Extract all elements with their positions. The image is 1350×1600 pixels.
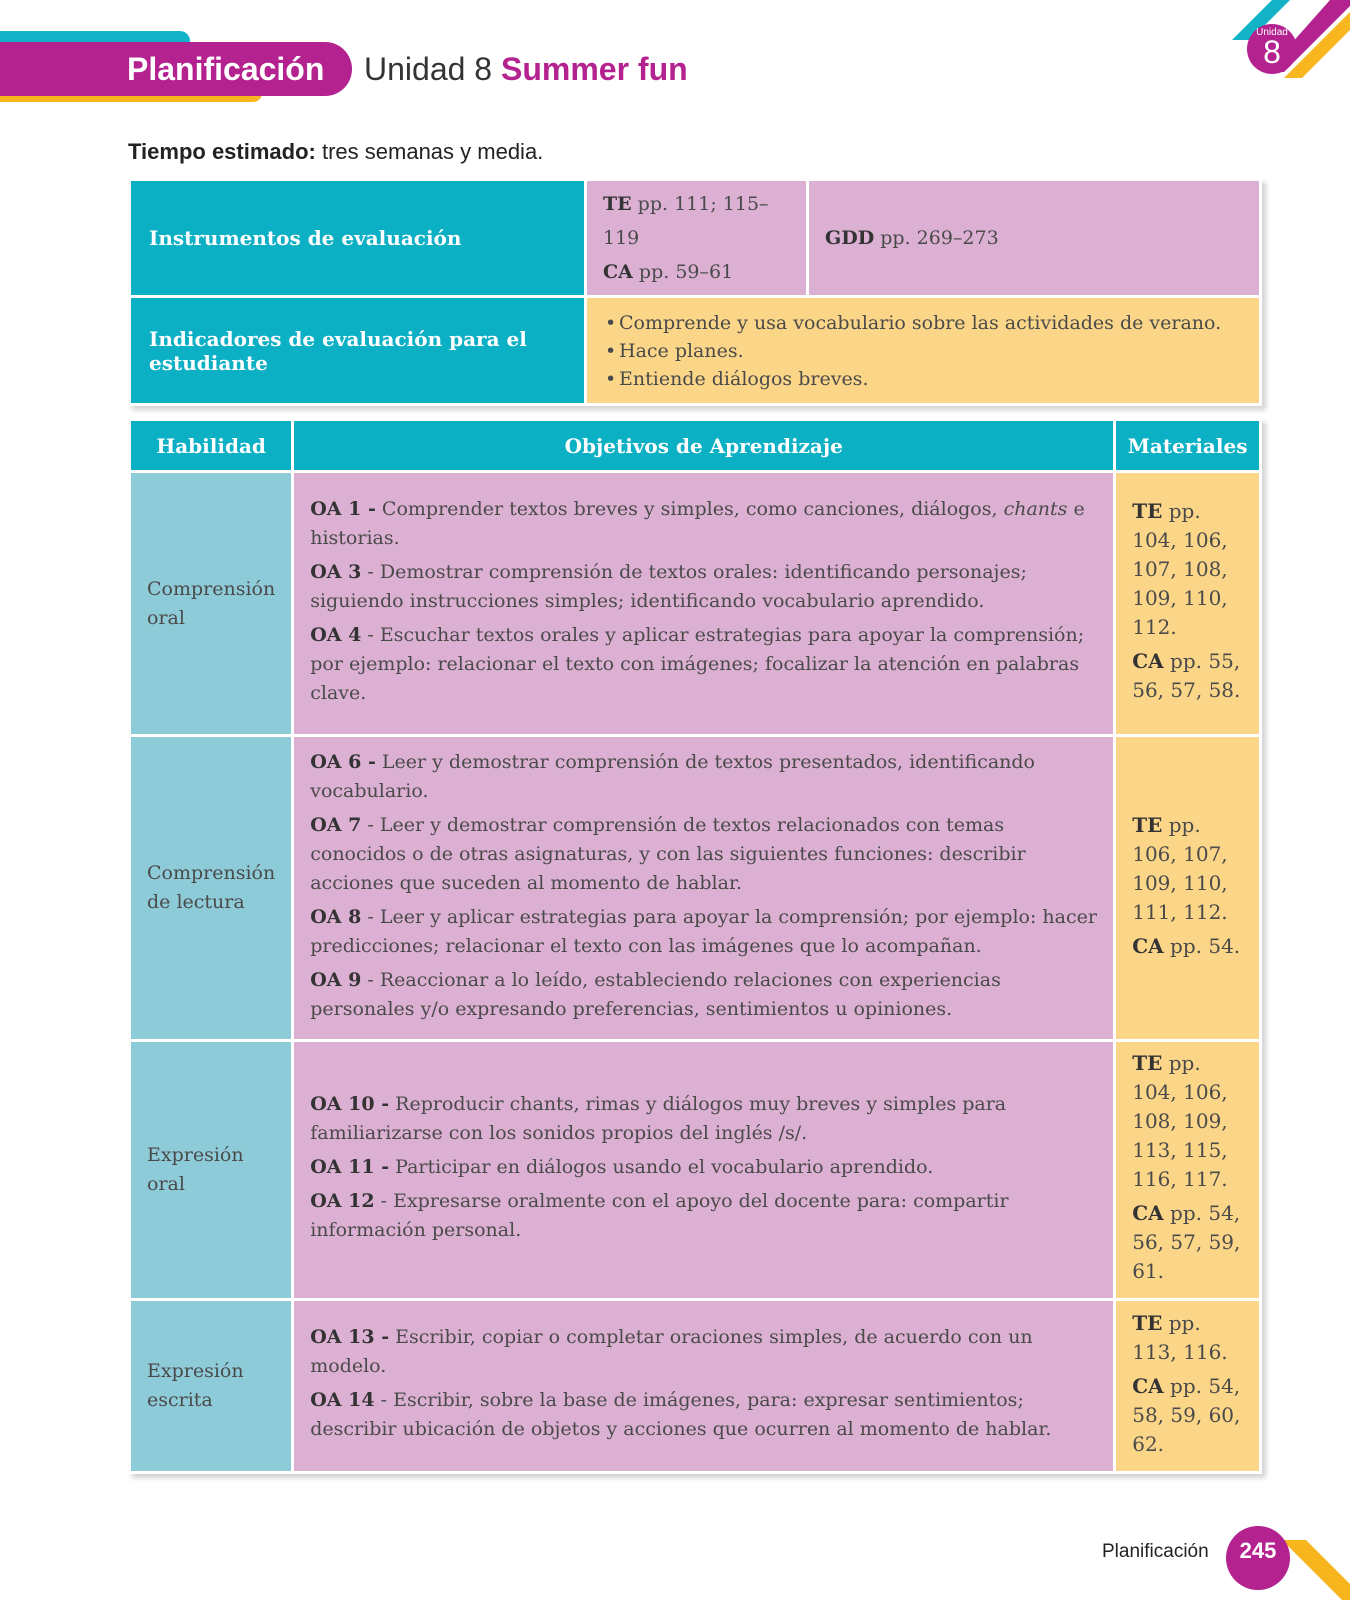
materials-cell — [1115, 1300, 1261, 1473]
objectives-table — [128, 418, 1262, 1474]
objective-text: - Expresarse oralmente con el apoyo del docente para: compartir información personal. — [310, 1190, 1009, 1241]
objective-text: Escribir, copiar o completar oraciones simples, de acuerdo con un modelo. — [310, 1326, 1033, 1377]
objective-text: Reproducir chants, rimas y diálogos muy breves y simples para familiarizarse con los sonidos propios del inglés /s/. — [310, 1093, 1007, 1144]
objective-code: OA 10 - — [310, 1093, 390, 1115]
skill-cell — [130, 472, 293, 736]
materials-cell — [1115, 1041, 1261, 1300]
materials-cell — [1115, 736, 1261, 1041]
objective-text: - Escuchar textos orales y aplicar estrategias para apoyar la comprensión; por ejemplo: relacionar el texto con imágenes; focalizar la atención en palabras clave. — [310, 623, 1085, 704]
objective-item — [310, 1153, 1097, 1182]
material-pages: pp. 106, 107, 109, 110, 111, 112. — [1132, 812, 1228, 924]
material-pages: pp. 54, 56, 57, 59, 61. — [1132, 1201, 1241, 1283]
material-pages: pp. 113, 116. — [1132, 1310, 1228, 1364]
objective-text: Participar en diálogos usando el vocabulario aprendido. — [395, 1156, 934, 1178]
objectives-cell — [293, 1041, 1115, 1300]
header-skill: Habilidad — [130, 420, 293, 472]
table-row — [130, 472, 1261, 736]
material-pages: pp. 54. — [1170, 933, 1241, 958]
objective-item — [310, 966, 1097, 1024]
gdd-code: GDD — [825, 227, 875, 249]
objectives-cell — [293, 1300, 1115, 1473]
objective-italic: chants — [1003, 497, 1068, 520]
objective-code: OA 6 - — [310, 750, 376, 773]
objective-text: e historias. — [310, 497, 1085, 549]
objective-item — [310, 621, 1097, 708]
material-ref — [1132, 497, 1243, 642]
unit-name: Summer fun — [500, 51, 688, 87]
header-materials: Materiales — [1115, 420, 1261, 472]
objective-text: - Leer y aplicar estrategias para apoyar la comprensión; por ejemplo: hacer predicciones; relacionar el texto con las imágenes que lo acompañan. — [310, 905, 1097, 957]
instruments-label: Instrumentos de evaluación — [130, 180, 586, 297]
objective-item — [310, 1090, 1097, 1148]
te-pages: pp. 111; 115–119 — [603, 193, 769, 249]
skill-cell — [130, 1041, 293, 1300]
objective-item — [310, 1386, 1097, 1444]
footer-label: Planificación — [1102, 1541, 1209, 1562]
material-code: TE — [1132, 1310, 1163, 1335]
objective-item — [310, 903, 1097, 961]
skill-cell — [130, 736, 293, 1041]
objective-code: OA 9 — [310, 968, 362, 991]
material-ref — [1132, 1309, 1243, 1367]
table-row — [130, 1041, 1261, 1300]
ca-code: CA — [603, 261, 633, 283]
skill-label: oral — [147, 606, 185, 629]
material-code: TE — [1132, 499, 1163, 523]
objective-item — [310, 748, 1097, 806]
section-label: Planificación — [127, 51, 325, 87]
indicators-list — [603, 309, 1243, 393]
material-pages: pp. 55, 56, 57, 58. — [1132, 649, 1241, 702]
objective-code: OA 12 — [310, 1190, 375, 1212]
page-title — [364, 45, 688, 93]
material-code: CA — [1132, 1201, 1164, 1225]
objectives-cell — [293, 736, 1115, 1041]
objective-text: - Escribir, sobre la base de imágenes, para: expresar sentimientos; describir ubicación de objetos y acciones que ocurren al momento de hablar. — [310, 1389, 1052, 1440]
objective-text: Comprender textos breves y simples, como canciones, diálogos, — [381, 497, 1004, 520]
unit-badge-label: Unidad — [1256, 27, 1288, 38]
material-ref — [1132, 1372, 1243, 1459]
estimated-time-value: tres semanas y media. — [321, 139, 544, 164]
estimated-time-label: Tiempo estimado: — [128, 139, 316, 164]
objective-code: OA 8 — [310, 905, 362, 928]
unit-badge-number: 8 — [1263, 34, 1281, 70]
material-pages: pp. 54, 58, 59, 60, 62. — [1132, 1373, 1241, 1456]
objective-code: OA 4 — [310, 623, 362, 646]
objectives-cell — [293, 472, 1115, 736]
material-pages: pp. 104, 106, 107, 108, 109, 110, 112. — [1132, 499, 1228, 639]
skill-label: escrita — [147, 1389, 213, 1411]
objective-item — [310, 558, 1097, 616]
material-ref — [1132, 647, 1243, 705]
instruments-refs-gdd — [808, 180, 1261, 297]
objective-item — [310, 811, 1097, 898]
unit-prefix: Unidad 8 — [364, 51, 493, 87]
material-code: CA — [1132, 649, 1164, 673]
ca-pages: pp. 59–61 — [638, 261, 734, 283]
te-code: TE — [603, 193, 632, 215]
objective-code: OA 3 — [310, 560, 362, 583]
material-ref — [1132, 1199, 1243, 1286]
material-pages: pp. 104, 106, 108, 109, 113, 115, 116, 117. — [1132, 1051, 1228, 1191]
estimated-time — [128, 139, 543, 165]
material-ref — [1132, 932, 1243, 961]
material-code: CA — [1132, 1373, 1164, 1398]
objective-item — [310, 1187, 1097, 1245]
gdd-pages: pp. 269–273 — [880, 227, 999, 249]
objective-code: OA 13 - — [310, 1326, 390, 1348]
objective-item — [310, 1323, 1097, 1381]
assessment-table — [128, 178, 1262, 406]
objective-code: OA 14 — [310, 1389, 375, 1411]
instruments-refs-te-ca — [586, 180, 808, 297]
objective-item — [310, 495, 1097, 553]
objective-text: - Reaccionar a lo leído, estableciendo relaciones con experiencias personales y/o expresando preferencias, sentimientos u opiniones. — [310, 968, 1001, 1020]
skill-cell — [130, 1300, 293, 1473]
objective-text: - Leer y demostrar comprensión de textos relacionados con temas conocidos o de otras asignaturas, y con las siguientes funciones: describir acciones que suceden al momento de hablar. — [310, 813, 1026, 894]
indicators-list-cell — [586, 297, 1261, 405]
indicators-label: Indicadores de evaluación para el estudiante — [130, 297, 586, 405]
material-ref — [1132, 1049, 1243, 1194]
material-code: TE — [1132, 812, 1163, 837]
unit-badge — [1247, 24, 1297, 74]
material-code: CA — [1132, 933, 1164, 958]
skill-label: Expresión — [147, 1360, 244, 1382]
skill-label: Comprensión — [147, 862, 276, 884]
skill-label: oral — [147, 1173, 185, 1195]
table-row — [130, 1300, 1261, 1473]
objective-code: OA 1 - — [310, 497, 376, 520]
skill-label: de lectura — [147, 891, 245, 913]
objective-code: OA 7 — [310, 813, 362, 836]
indicator-item: • Hace planes. — [619, 337, 1243, 365]
skill-label: Comprensión — [147, 577, 276, 600]
material-ref — [1132, 811, 1243, 927]
objective-text: Leer y demostrar comprensión de textos presentados, identificando vocabulario. — [310, 750, 1036, 802]
objective-code: OA 11 - — [310, 1156, 390, 1178]
materials-cell — [1115, 472, 1261, 736]
skill-label: Expresión — [147, 1144, 244, 1166]
objective-text: - Demostrar comprensión de textos orales: identificando personajes; siguiendo instrucciones simples; identificando vocabulario aprendido. — [310, 560, 1027, 612]
indicator-item: • Comprende y usa vocabulario sobre las actividades de verano. — [619, 309, 1243, 337]
page-number: 245 — [1239, 1538, 1277, 1563]
material-code: TE — [1132, 1051, 1163, 1075]
indicator-item: • Entiende diálogos breves. — [619, 365, 1243, 393]
header-objectives: Objetivos de Aprendizaje — [293, 420, 1115, 472]
table-row — [130, 736, 1261, 1041]
